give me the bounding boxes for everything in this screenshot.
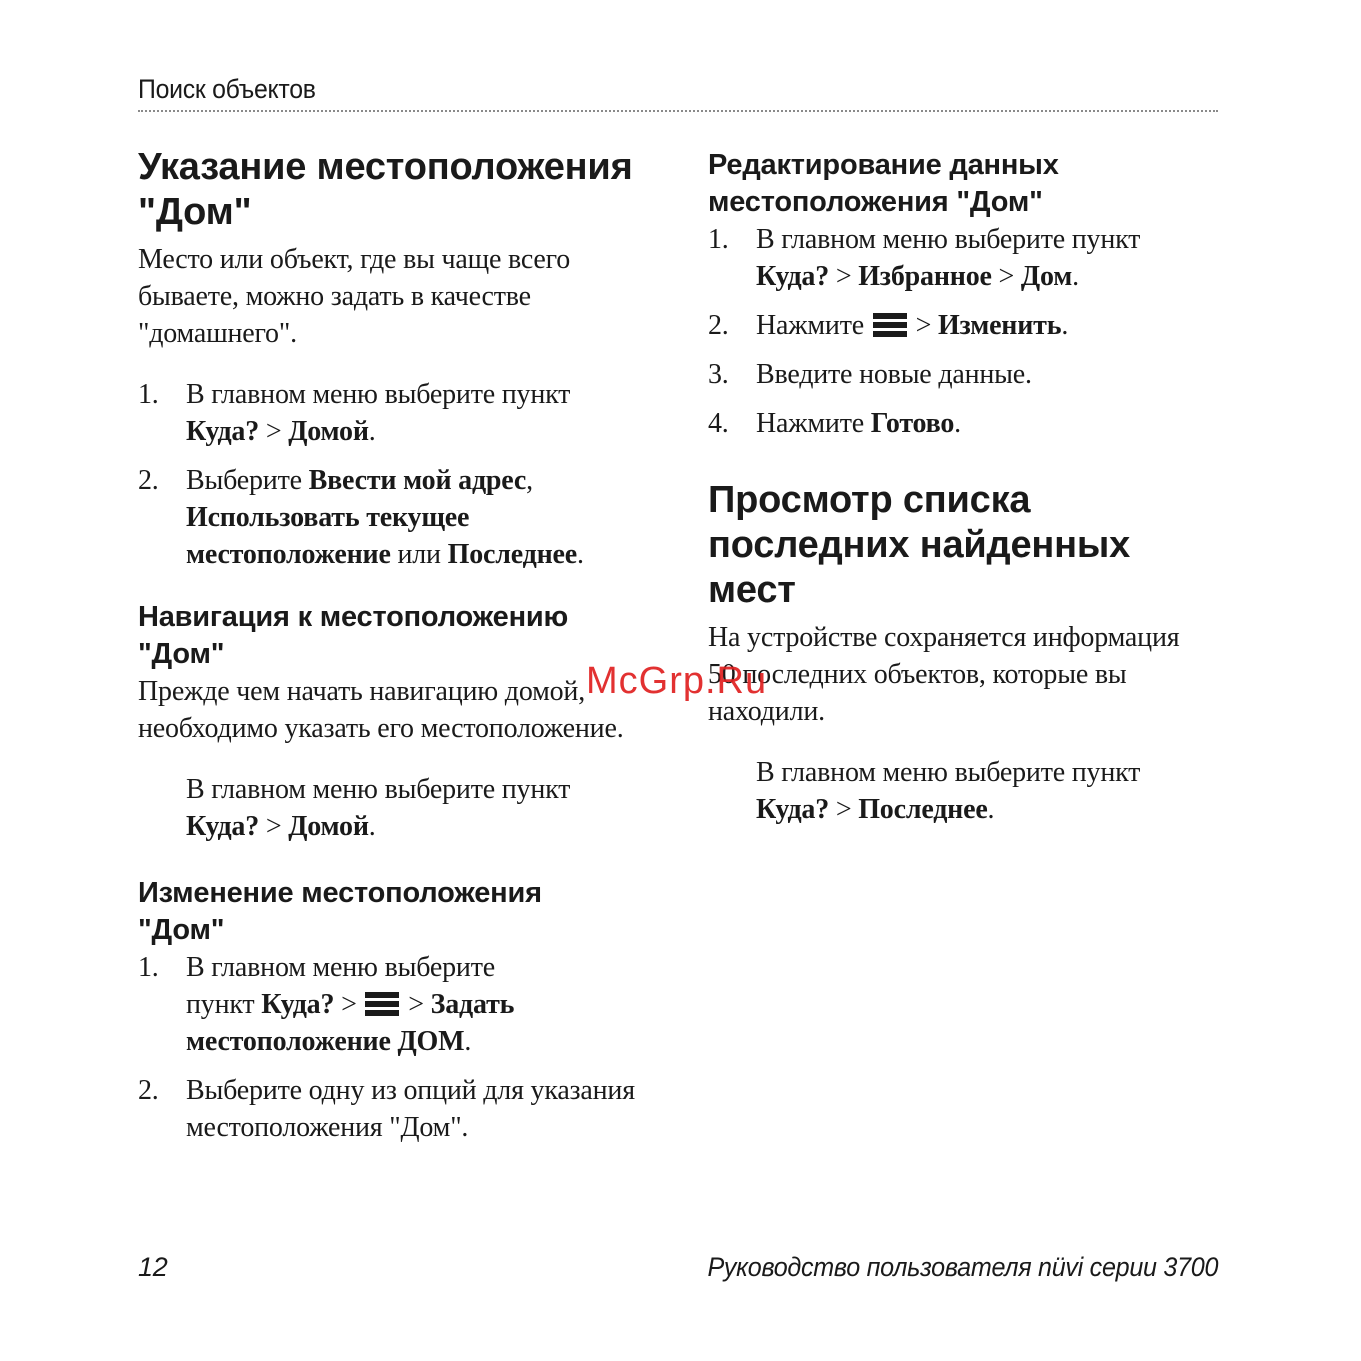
list-item: 3. Введите новые данные. xyxy=(708,359,1032,390)
subsection-title-change-home: Изменение местоположения "Дом" xyxy=(138,877,542,946)
list-item: 2. Выберите Ввести мой адрес, Использовать текущее местоположение или Последнее. xyxy=(138,465,584,570)
section-intro-recent: На устройстве сохраняется информация 50 последних объектов, которые вы находили. xyxy=(708,622,1180,727)
section-intro-set-home: Место или объект, где вы чаще всего бываете, можно задать в качестве "домашнего". xyxy=(138,244,571,349)
instruction-navigate-home: В главном меню выберите пункт Куда? > Домой. xyxy=(186,774,571,842)
header-divider xyxy=(138,110,1218,112)
section-title-set-home: Указание местоположения "Дом" xyxy=(138,146,633,233)
left-column xyxy=(138,145,668,1146)
menu-icon xyxy=(873,311,907,337)
right-column xyxy=(708,145,1228,828)
list-item: 2. Нажмите > Изменить. xyxy=(708,310,1069,341)
list-item: 2. Выберите одну из опций для указания местоположения "Дом". xyxy=(138,1075,635,1143)
page-number: 12 xyxy=(138,1252,168,1282)
list-item: 1. В главном меню выберите пункт Куда? > > Задать местоположение ДОМ. xyxy=(138,952,515,1057)
subsection-title-edit-home: Редактирование данных местоположения "Дом" xyxy=(708,149,1059,218)
running-header: Поиск объектов xyxy=(138,74,316,104)
list-item: 4. Нажмите Готово. xyxy=(708,408,961,439)
subsection-title-navigate-home: Навигация к местоположению "Дом" xyxy=(138,601,569,670)
list-item: 1. В главном меню выберите пункт Куда? > Избранное > Дом. xyxy=(708,224,1141,292)
instruction-recent: В главном меню выберите пункт Куда? > Последнее. xyxy=(756,757,1141,825)
subsection-intro-navigate-home: Прежде чем начать навигацию домой, необходимо указать его местоположение. xyxy=(138,676,624,744)
section-title-recent: Просмотр списка последних найденных мест xyxy=(708,479,1131,611)
manual-title: Руководство пользователя nüvi серии 3700 xyxy=(707,1252,1218,1282)
watermark: McGrp.Ru xyxy=(586,660,768,702)
list-item: 1. В главном меню выберите пункт Куда? > Домой. xyxy=(138,379,571,447)
menu-icon xyxy=(365,990,399,1016)
